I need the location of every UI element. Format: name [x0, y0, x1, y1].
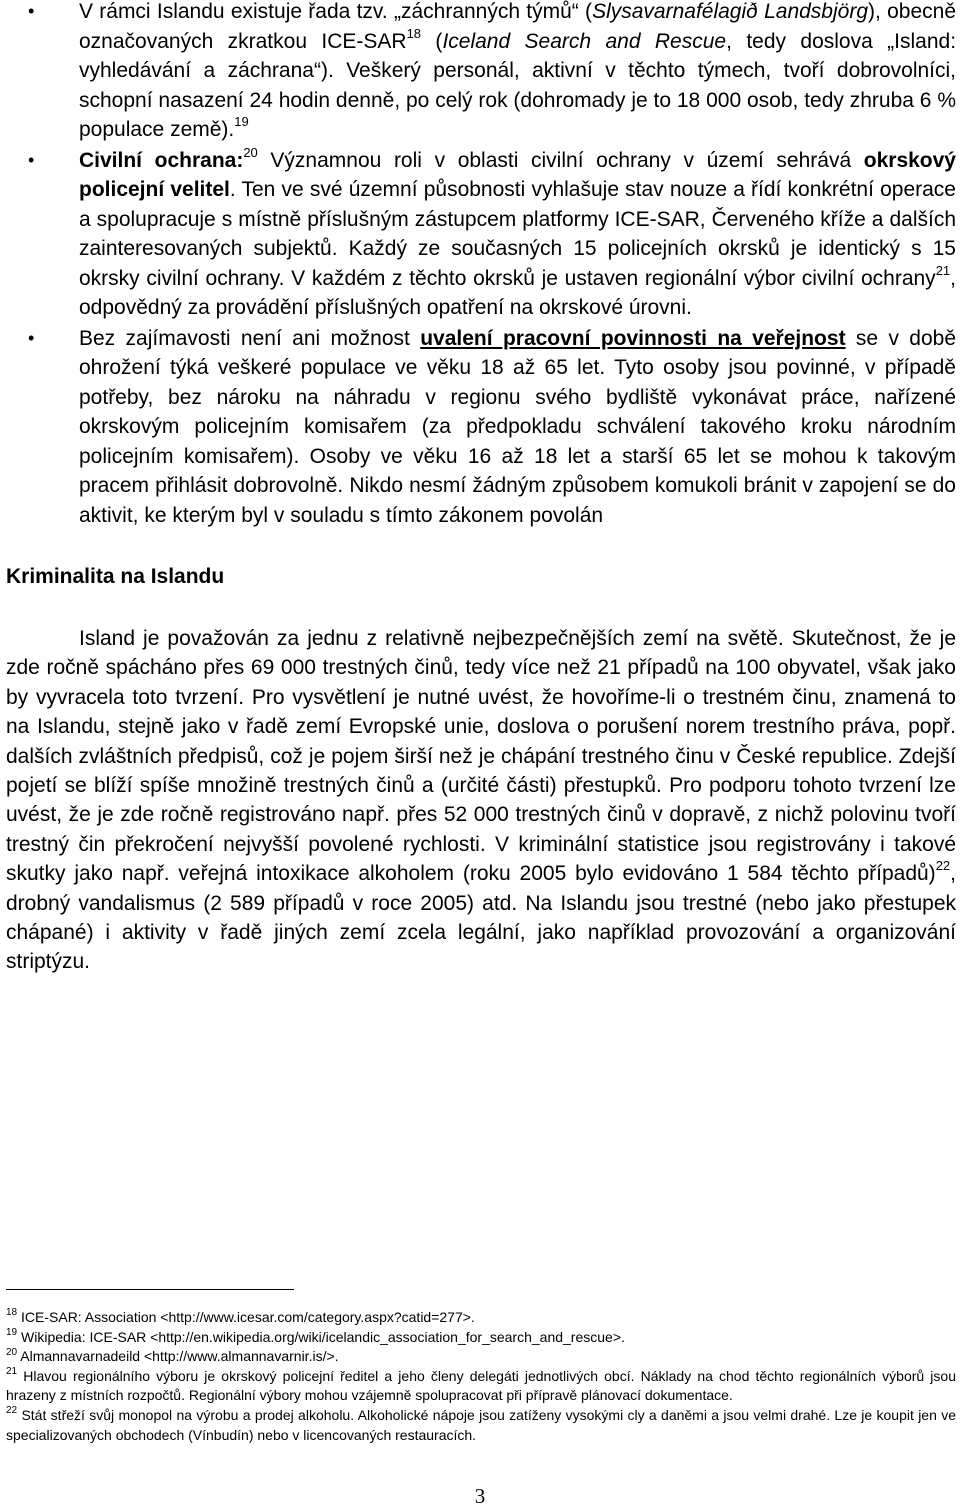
footnote-text: Stát střeží svůj monopol na výrobu a prodej alkoholu. Alkoholické nápoje jsou zatíženy vysokými cly a daněmi a jsou velmi drahé. Lze je koupit jen ve specializovaných obchodech (Vínbudín) nebo v licencovaných restauracích. [6, 1406, 956, 1443]
text-run: ), obecně označovaných zkratkou ICE-SAR [79, 0, 957, 53]
footnote-text: Almannavarnadeild <http://www.almannavarnir.is/>. [17, 1348, 339, 1365]
bold-text: Civilní ochrana: [79, 148, 244, 172]
footnote-text: Wikipedia: ICE-SAR <http://en.wikipedia.org/wiki/icelandic_association_for_search_and_rescue>. [17, 1328, 625, 1345]
bullet-item [6, 0, 956, 145]
footnote-ref: 20 [243, 144, 258, 160]
footnotes [6, 1308, 956, 1445]
text-run: , drobný vandalismus (2 589 případů v roce 2005) atd. Na Islandu jsou trestné (nebo jako přestupek chápané) i aktivity v řadě jiných zemí zcela legální, jako například provozování a organizování striptýzu. [6, 862, 956, 974]
text-run: V rámci Islandu existuje řada tzv. „záchranných týmů“ ( [79, 0, 593, 23]
bullet-list [6, 0, 956, 530]
footnote-text: ICE-SAR: Association <http://www.icesar.com/category.aspx?catid=277>. [17, 1309, 475, 1325]
footnote-ref: 19 [234, 114, 249, 129]
footnote-text: Hlavou regionálního výboru je okrskový policejní ředitel a jeho členy delegáti jednotlivých obcí. Náklady na chod těchto regionálních výborů jsou hrazeny z místních rozpočtů. Regionální výbory mohou vzájemně spolupracovat při přípravě plánovací dokumentace. [6, 1367, 956, 1404]
footnote-number: 18 [6, 1307, 18, 1319]
text-run: . Ten ve své územní působnosti vyhlašuje stav nouze a řídí konkrétní operace a spolupracuje s místně příslušným zástupcem platformy ICE-SAR, Červeného kříže a dalších zainteresovaných subjektů. Každý ze současných 15 policejních okrsků je identický s 15 okrsky civilní ochrany. V každém z těchto okrsků je ustaven regionální výbor civilní ochrany [79, 178, 956, 290]
text-run: Významnou roli v oblasti civilní ochrany v území sehrává [257, 148, 864, 172]
footnote-item [6, 1328, 956, 1348]
text-run: , tedy doslova „Island: vyhledávání a záchrana“). Veškerý personál, aktivní v těchto týmech, tvoří dobrovolníci, schopní nasazení 24 hodin denně, po celý rok (dohromady je to 18 000 osob, tedy zhruba 6 % populace země). [79, 29, 957, 141]
footnote-ref: 22 [935, 858, 951, 874]
text-run: Island je považován za jednu z relativně nejbezpečnějších zemí na světě. Skutečnost, že je zde ročně spácháno přes 69 000 trestných činů, tedy více než 21 případů na 100 obyvatel, však jako by vyvracela toto tvrzení. Pro vysvětlení je nutné uvést, že hovoříme-li o trestném činu, znamená to na Islandu, stejně jako v řadě zemí Evropské unie, doslova o porušení norem trestního práva, popř. dalších zvláštních předpisů, což je pojem širší než je chápání trestného činu v České republice. Zdejší pojetí se blíží spíše množině trestných činů a (určité části) přestupků. Pro podporu tohoto tvrzení lze uvést, že je zde ročně registrováno např. přes 52 000 trestných činů v dopravě, z nichž polovinu tvoří trestný čin překročení nejvyšší povolené rychlosti. V kriminální statistice jsou registrovány i takové skutky jako např. veřejná intoxikace alkoholem (roku 2005 bylo evidováno 1 584 těchto případů) [6, 627, 956, 886]
italic-text: Iceland Search and Rescue [442, 29, 727, 53]
bold-underlined-text: uvalení pracovní povinnosti na veřejnost [420, 326, 846, 350]
italic-text: Slysavarnafélagið Landsbjörg [592, 0, 869, 23]
text-run: ( [421, 29, 443, 53]
footnote-ref: 21 [935, 262, 951, 278]
page-number: 3 [474, 1484, 486, 1508]
bullet-item [6, 146, 956, 323]
text-run: Bez zajímavosti není ani možnost [79, 326, 421, 350]
text-run: , odpovědný za provádění příslušných opatření na okrskové úrovni. [79, 266, 956, 319]
bullet-item [6, 324, 956, 531]
bullet-marker: • [28, 1, 35, 21]
bullet-marker: • [28, 327, 35, 348]
footnote-item [6, 1347, 956, 1367]
section-heading: Kriminalita na Islandu [6, 565, 225, 588]
footnote-item [6, 1406, 956, 1445]
footnote-number: 22 [6, 1405, 18, 1417]
body-content [6, 0, 956, 977]
footnote-number: 21 [6, 1366, 18, 1378]
footnote-number: 19 [6, 1326, 18, 1338]
bullet-marker: • [28, 149, 35, 170]
footnote-item [6, 1367, 956, 1406]
footnote-separator [6, 1289, 294, 1290]
footnote-number: 20 [6, 1346, 18, 1358]
footnote-ref: 18 [406, 25, 422, 41]
bold-text: okrskový policejní velitel [79, 148, 956, 201]
footnote-item [6, 1308, 956, 1328]
text-run: se v době ohrožení týká veškeré populace ve věku 18 až 65 let. Tyto osoby jsou povinné, v případě potřeby, bez nároku na náhradu v regionu svého bydliště vykonávat práce, nařízené okrskovým policejním komisařem (za předpokladu schválení takového kroku národním policejním komisařem). Osoby ve věku 16 až 18 let a starší 65 let se mohou k takovým pracem přihlásit dobrovolně. Nikdo nesmí žádným způsobem komukoli bránit v zapojení se do aktivit, ke kterým byl v souladu s tímto zákonem povolán [79, 326, 957, 527]
body-paragraph [6, 624, 956, 977]
